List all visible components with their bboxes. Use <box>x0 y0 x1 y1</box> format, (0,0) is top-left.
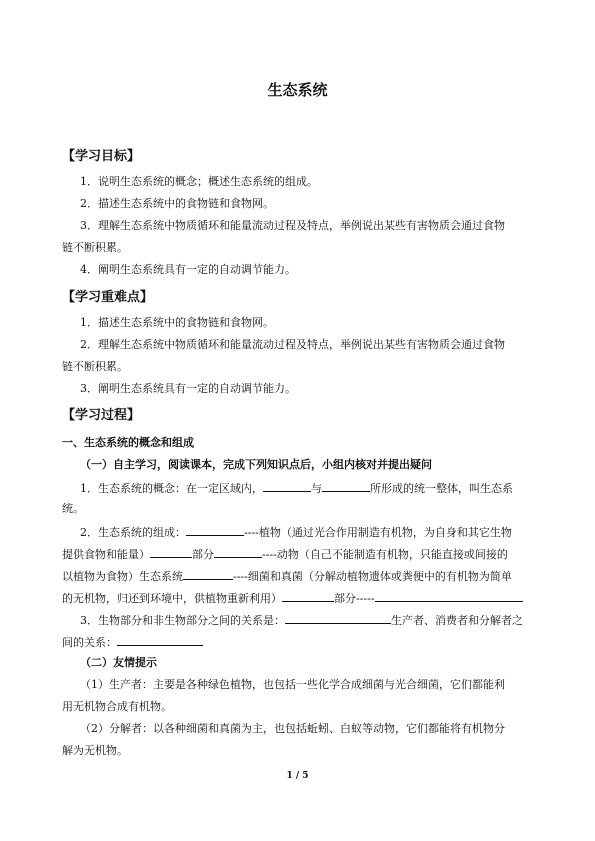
question-2-cont: 的无机物，归还到环境中，供植物重新利用） 部分----- <box>62 590 542 606</box>
fill-blank[interactable] <box>150 546 192 558</box>
goal-line: 3．理解生态系统中物质循环和能量流动过程及特点，举例说出某些有害物质会通过食物 <box>80 219 505 232</box>
fill-blank[interactable] <box>282 590 334 602</box>
question-3-cont: 间的关系： <box>62 634 542 650</box>
key-point-line: 链不断积累。 <box>62 360 128 373</box>
fill-blank[interactable] <box>186 524 244 536</box>
fill-blank[interactable] <box>214 546 262 558</box>
key-point-line: 2．理解生态系统中物质循环和能量流动过程及特点，举例说出某些有害物质会通过食物 <box>80 338 505 351</box>
tip-line: （2）分解者：以各种细菌和真菌为主，也包括蚯蚓、白蚁等动物，它们都能将有机物分 <box>80 722 505 735</box>
key-point-line: 1．描述生态系统中的食物链和食物网。 <box>80 316 274 329</box>
question-1-cont: 统。 <box>62 502 84 515</box>
goal-line: 4．阐明生态系统具有一定的自动调节能力。 <box>80 263 296 276</box>
tip-line: 用无机物合成有机物。 <box>62 700 172 713</box>
question-1: 1．生态系统的概念：在一定区域内， 与 所形成的统一整体，叫生态系 <box>80 482 513 495</box>
question-2-cont: 提供食物和能量） 部分 ----动物（自己不能制造有机物，只能直接或间接的 <box>62 548 508 561</box>
fill-blank[interactable] <box>117 634 203 646</box>
tip-line: 解为无机物。 <box>62 744 128 757</box>
part1-heading: 一、生态系统的概念和组成 <box>62 436 194 449</box>
fill-blank[interactable] <box>322 480 370 492</box>
goal-line: 2．描述生态系统中的食物链和食物网。 <box>80 197 274 210</box>
section-heading-goals: 【学习目标】 <box>62 149 141 164</box>
goal-line: 链不断积累。 <box>62 241 128 254</box>
question-2: 2．生态系统的组成： ----植物（通过光合作用制造有机物，为自身和其它生物 <box>80 526 512 539</box>
goal-line: 1．说明生态系统的概念；概述生态系统的组成。 <box>80 175 318 188</box>
page-title: 生态系统 <box>267 81 328 99</box>
page-number: 1 / 5 <box>286 771 309 781</box>
section-heading-key-points: 【学习重难点】 <box>62 290 154 305</box>
key-point-line: 3．阐明生态系统具有一定的自动调节能力。 <box>80 382 296 395</box>
fill-blank[interactable] <box>285 612 391 624</box>
question-2-cont: 以植物为食物）生态系统 ----细菌和真菌（分解动植物遗体或粪便中的有机物为简单 <box>62 570 512 583</box>
fill-blank[interactable] <box>263 480 311 492</box>
fill-blank[interactable] <box>375 590 523 602</box>
subsection-heading: （一）自主学习，阅读课本，完成下列知识点后，小组内核对并提出疑问 <box>80 458 432 471</box>
fill-blank[interactable] <box>183 568 233 580</box>
subsection-heading: （二）友情提示 <box>80 656 157 669</box>
section-heading-process: 【学习过程】 <box>62 408 141 423</box>
tip-line: （1）生产者：主要是各种绿色植物，也包括一些化学合成细菌与光合细菌，它们都能利 <box>80 678 505 691</box>
question-3: 3．生物部分和非生物部分之间的关系是： 生产者、消费者和分解者之 <box>80 614 523 627</box>
